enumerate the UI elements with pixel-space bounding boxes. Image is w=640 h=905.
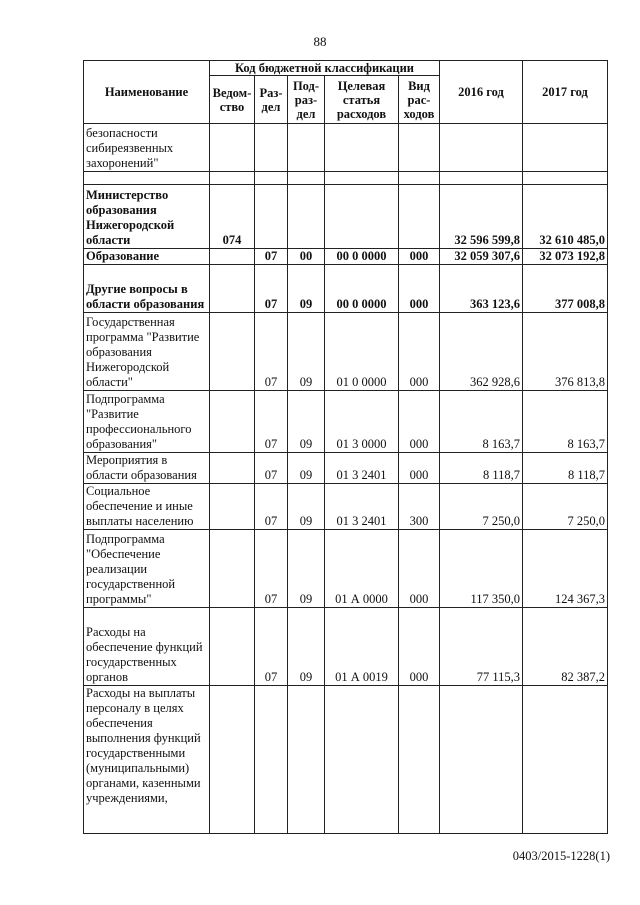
table-row: [84, 484, 608, 530]
table-row: [84, 124, 608, 172]
row-name: Министерство образования Нижегородской области: [84, 185, 210, 249]
row-value-2017: [523, 124, 608, 172]
row-target: 01 3 2401: [325, 453, 399, 484]
table-row: [84, 608, 608, 686]
row-target: 00 0 0000: [325, 249, 399, 265]
row-expense-type: 300: [399, 484, 440, 530]
row-subsection: 09: [288, 313, 325, 391]
row-expense-type: [399, 124, 440, 172]
row-target: 01 А 0019: [325, 608, 399, 686]
row-target: 00 0 0000: [325, 265, 399, 313]
row-section: 07: [255, 453, 288, 484]
row-name: Мероприятия в области образования: [84, 453, 210, 484]
row-value-2017: 124 367,3: [523, 530, 608, 608]
row-section: 07: [255, 391, 288, 453]
row-ministry: [210, 249, 255, 265]
header-budget-code-group: Код бюджетной классификации: [210, 61, 440, 76]
row-ministry: [210, 172, 255, 185]
row-subsection: 09: [288, 453, 325, 484]
header-name: Наименование: [84, 61, 210, 124]
row-name: Подпрограмма "Обеспечение реализации государственной программы": [84, 530, 210, 608]
table-row: [84, 530, 608, 608]
row-value-2017: 32 073 192,8: [523, 249, 608, 265]
row-value-2016: 7 250,0: [440, 484, 523, 530]
row-target: [325, 686, 399, 834]
row-expense-type: 000: [399, 265, 440, 313]
row-ministry: [210, 608, 255, 686]
row-section: [255, 686, 288, 834]
header-section: Раз-дел: [255, 76, 288, 124]
row-subsection: [288, 172, 325, 185]
row-subsection: 09: [288, 484, 325, 530]
table-row: [84, 265, 608, 313]
row-value-2017: 8 163,7: [523, 391, 608, 453]
row-expense-type: 000: [399, 453, 440, 484]
row-expense-type: 000: [399, 391, 440, 453]
row-section: 07: [255, 608, 288, 686]
row-subsection: [288, 686, 325, 834]
row-expense-type: [399, 185, 440, 249]
row-name: Государственная программа "Развитие образования Нижегородской области": [84, 313, 210, 391]
row-name: Социальное обеспечение и иные выплаты населению: [84, 484, 210, 530]
row-ministry: [210, 265, 255, 313]
header-year-2016: 2016 год: [440, 61, 523, 124]
row-value-2016: [440, 124, 523, 172]
row-expense-type: [399, 172, 440, 185]
row-value-2017: 7 250,0: [523, 484, 608, 530]
row-section: [255, 124, 288, 172]
header-year-2017: 2017 год: [523, 61, 608, 124]
row-target: 01 0 0000: [325, 313, 399, 391]
row-ministry: [210, 124, 255, 172]
row-section: 07: [255, 530, 288, 608]
row-section: [255, 185, 288, 249]
row-expense-type: 000: [399, 530, 440, 608]
row-value-2017: 8 118,7: [523, 453, 608, 484]
row-section: 07: [255, 484, 288, 530]
row-value-2017: [523, 172, 608, 185]
row-value-2016: 32 596 599,8: [440, 185, 523, 249]
row-name: Расходы на обеспечение функций государственных органов: [84, 608, 210, 686]
table-row: [84, 313, 608, 391]
row-expense-type: 000: [399, 313, 440, 391]
document-code: 0403/2015-1228(1): [512, 849, 610, 863]
row-value-2017: 32 610 485,0: [523, 185, 608, 249]
header-subsection: Под-раз-дел: [288, 76, 325, 124]
row-section: 07: [255, 249, 288, 265]
row-value-2016: 363 123,6: [440, 265, 523, 313]
row-value-2016: [440, 686, 523, 834]
row-ministry: [210, 313, 255, 391]
row-section: [255, 172, 288, 185]
row-value-2016: 8 118,7: [440, 453, 523, 484]
row-target: [325, 124, 399, 172]
header-ministry: Ведом-ство: [210, 76, 255, 124]
row-target: 01 А 0000: [325, 530, 399, 608]
page-number: 88: [313, 34, 327, 49]
row-section: 07: [255, 265, 288, 313]
row-target: [325, 185, 399, 249]
row-target: [325, 172, 399, 185]
row-expense-type: 000: [399, 249, 440, 265]
table-row: [84, 185, 608, 249]
row-subsection: 09: [288, 530, 325, 608]
row-subsection: [288, 185, 325, 249]
row-name: Другие вопросы в области образования: [84, 265, 210, 313]
row-value-2016: 8 163,7: [440, 391, 523, 453]
budget-table: [83, 60, 608, 834]
row-target: 01 3 2401: [325, 484, 399, 530]
table-row: [84, 686, 608, 834]
row-ministry: 074: [210, 185, 255, 249]
header-target-article: Целевая статья расходов: [325, 76, 399, 124]
row-value-2016: 32 059 307,6: [440, 249, 523, 265]
row-subsection: 09: [288, 265, 325, 313]
row-subsection: 00: [288, 249, 325, 265]
row-name: Подпрограмма "Развитие профессионального образования": [84, 391, 210, 453]
table-row: [84, 453, 608, 484]
row-value-2016: 362 928,6: [440, 313, 523, 391]
header-expense-type: Вид рас-ходов: [399, 76, 440, 124]
row-value-2017: 377 008,8: [523, 265, 608, 313]
row-value-2017: 376 813,8: [523, 313, 608, 391]
row-subsection: 09: [288, 608, 325, 686]
row-ministry: [210, 391, 255, 453]
row-value-2017: 82 387,2: [523, 608, 608, 686]
row-value-2016: [440, 172, 523, 185]
table-row: [84, 172, 608, 185]
row-subsection: [288, 124, 325, 172]
row-value-2017: [523, 686, 608, 834]
row-name: безопасности сибиреязвенных захоронений": [84, 124, 210, 172]
table-row: [84, 391, 608, 453]
table-row: [84, 249, 608, 265]
row-expense-type: [399, 686, 440, 834]
row-name: Образование: [84, 249, 210, 265]
row-name: [84, 172, 210, 185]
row-expense-type: 000: [399, 608, 440, 686]
row-subsection: 09: [288, 391, 325, 453]
row-value-2016: 117 350,0: [440, 530, 523, 608]
row-ministry: [210, 686, 255, 834]
row-ministry: [210, 530, 255, 608]
row-section: 07: [255, 313, 288, 391]
row-value-2016: 77 115,3: [440, 608, 523, 686]
row-ministry: [210, 484, 255, 530]
row-ministry: [210, 453, 255, 484]
row-name: Расходы на выплаты персоналу в целях обеспечения выполнения функций государственными (муниципальными) органами, казенными учреждениями,: [84, 686, 210, 834]
row-target: 01 3 0000: [325, 391, 399, 453]
